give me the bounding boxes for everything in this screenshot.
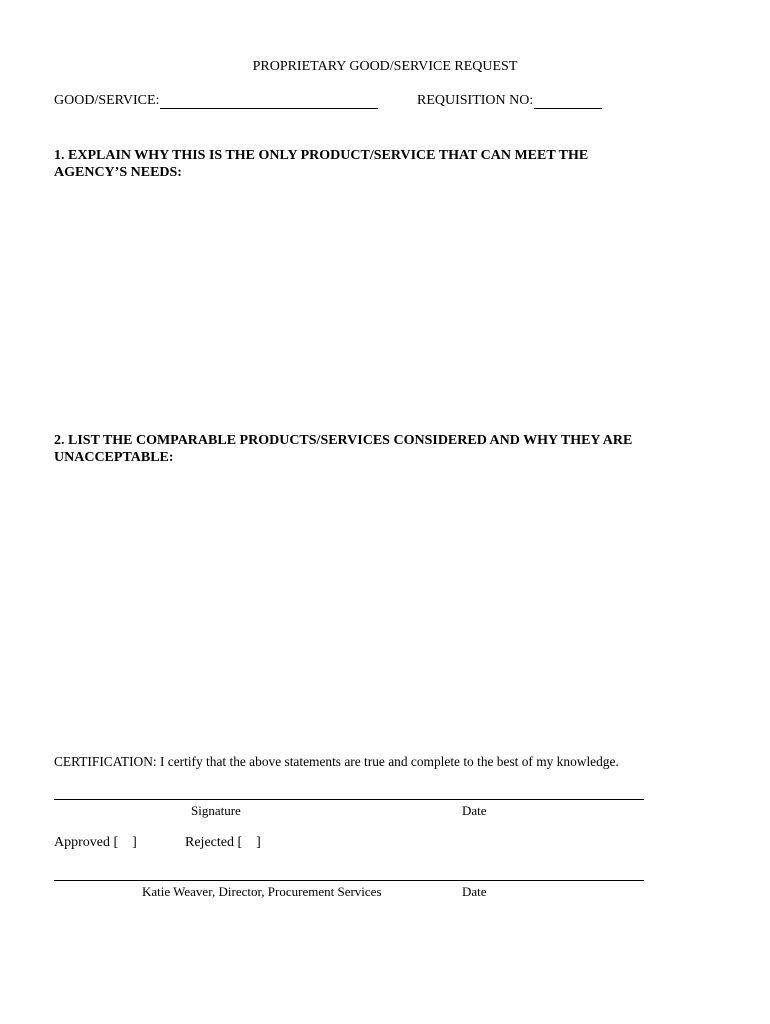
director-name-label: Katie Weaver, Director, Procurement Services xyxy=(142,884,382,899)
rejected-bracket-close: ] xyxy=(256,835,261,850)
question2-answer-area[interactable] xyxy=(54,475,714,745)
question2-line1: 2. LIST THE COMPARABLE PRODUCTS/SERVICES CONSIDERED AND WHY THEY ARE xyxy=(54,433,633,448)
approved-label: Approved [ xyxy=(54,835,119,850)
question1-line1: 1. EXPLAIN WHY THIS IS THE ONLY PRODUCT/SERVICE THAT CAN MEET THE xyxy=(54,148,589,163)
rejected-checkbox[interactable] xyxy=(185,834,261,851)
good-service-field[interactable] xyxy=(54,92,378,109)
certification-text: CERTIFICATION: I certify that the above statements are true and complete to the best of my knowledge. xyxy=(54,754,619,769)
requisition-input[interactable] xyxy=(534,95,602,109)
rejected-label: Rejected [ xyxy=(185,835,243,850)
signature-label: Signature xyxy=(191,803,241,818)
director-signature-line[interactable] xyxy=(54,880,644,881)
approved-bracket-close: ] xyxy=(132,835,137,850)
signature-line[interactable] xyxy=(54,799,644,800)
form-title: PROPRIETARY GOOD/SERVICE REQUEST xyxy=(252,59,518,74)
requisition-label: REQUISITION NO: xyxy=(417,93,534,108)
question2-line2: UNACCEPTABLE: xyxy=(54,450,174,465)
good-service-label: GOOD/SERVICE: xyxy=(54,93,160,108)
signature-date-label: Date xyxy=(462,803,487,818)
question1-answer-area[interactable] xyxy=(54,190,714,425)
director-date-label: Date xyxy=(462,884,487,899)
question1-line2: AGENCY’S NEEDS: xyxy=(54,165,182,180)
good-service-input[interactable] xyxy=(160,95,378,109)
requisition-field[interactable] xyxy=(417,92,602,109)
approved-checkbox[interactable] xyxy=(54,834,137,851)
